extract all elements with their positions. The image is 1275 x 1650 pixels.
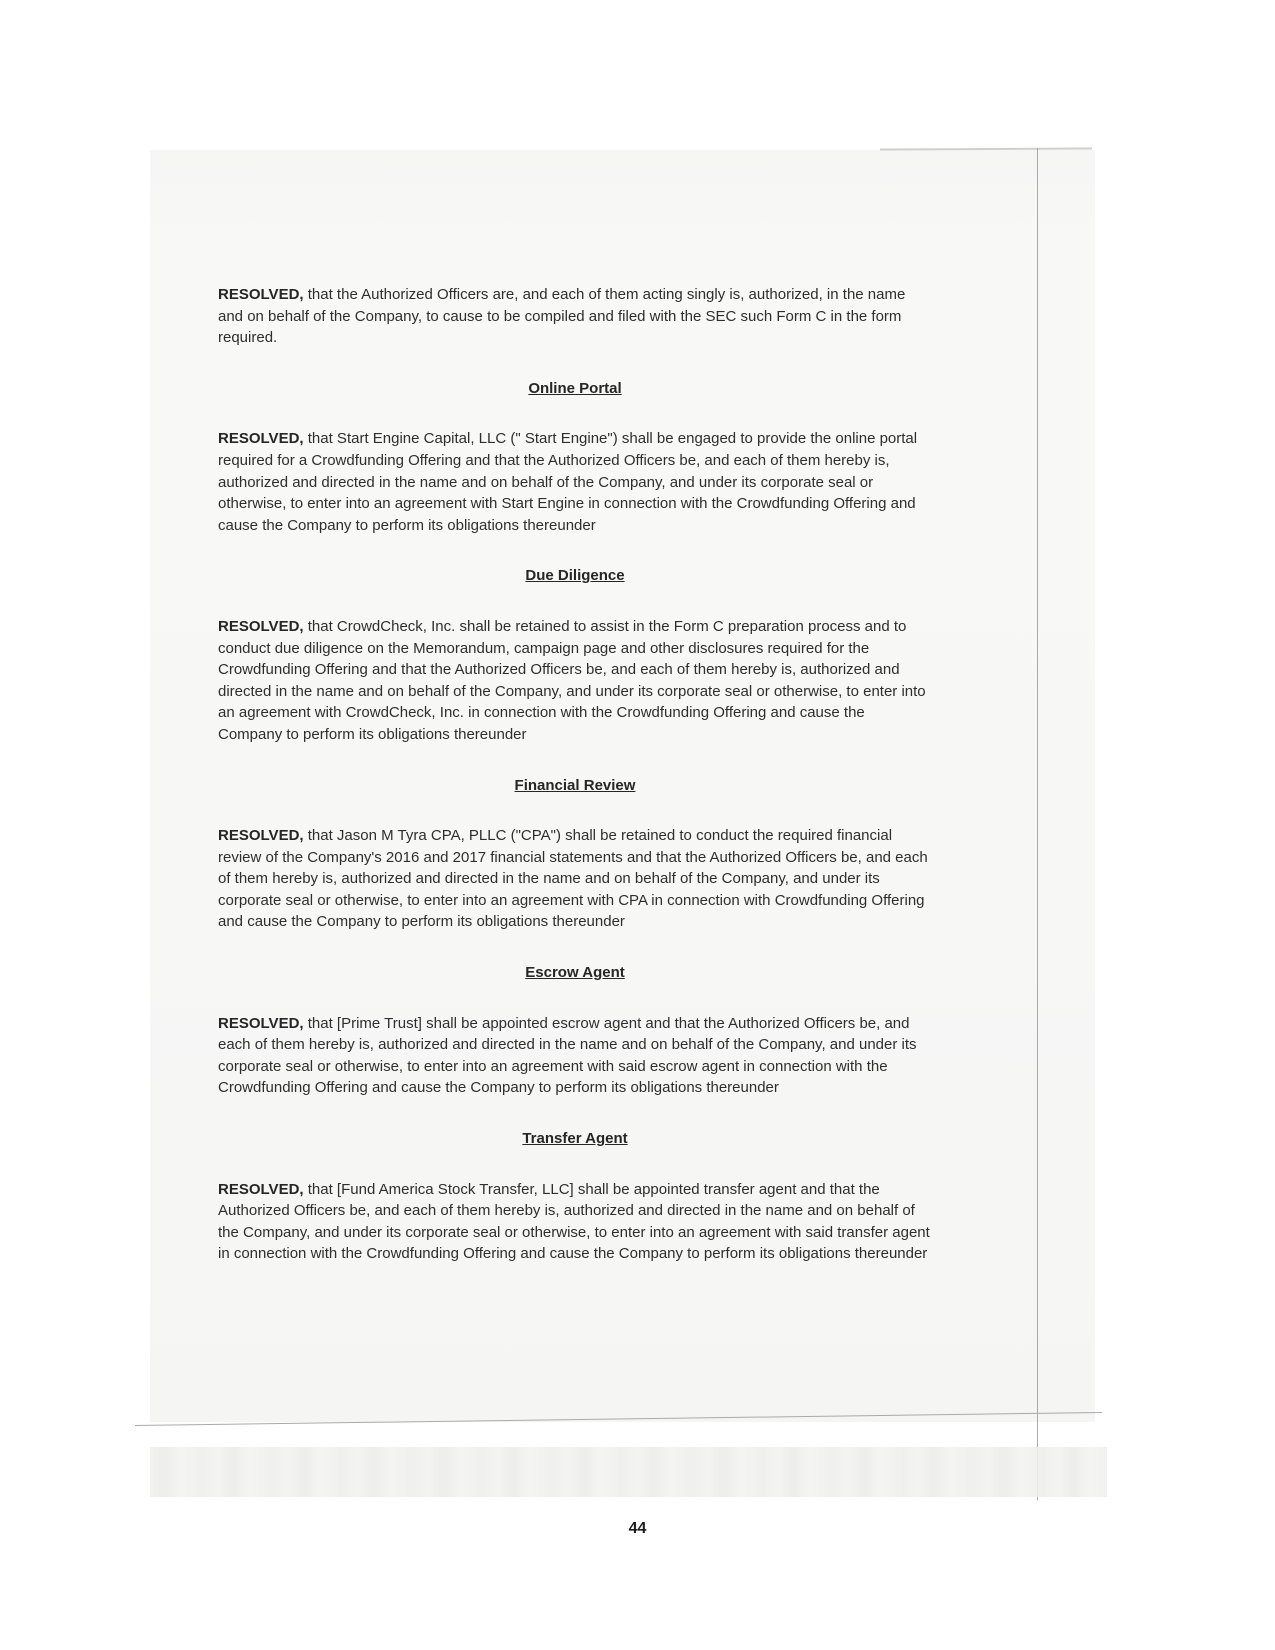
scan-bottom-band-artifact (150, 1447, 1107, 1497)
section-heading-online-portal: Online Portal (528, 379, 622, 397)
page-number: 44 (628, 1520, 647, 1537)
section-heading-escrow-agent: Escrow Agent (525, 964, 625, 982)
document-body (218, 284, 932, 1286)
scan-vertical-line-artifact (1037, 148, 1038, 1500)
resolution-paragraph-transfer-agent (218, 1179, 932, 1265)
resolved-lead: RESOLVED, (218, 1180, 304, 1198)
resolution-text: that [Fund America Stock Transfer, LLC] shall be appointed transfer agent and that the Authorized Officers be, and each of them hereby is, authorized and directed in the name and on behalf of the Company, and under its corporate seal or otherwise, to enter into an agreement with said transfer agent in connection with the Crowdfunding Offering and cause the Company to perform its obligations thereunder (218, 1180, 930, 1263)
resolution-text: that the Authorized Officers are, and each of them acting singly is, authorized, in the name and on behalf of the Company, to cause to be compiled and filed with the SEC such Form C in the form required. (218, 286, 906, 347)
resolution-paragraph-online-portal (218, 428, 932, 536)
resolution-paragraph-escrow-agent (218, 1013, 932, 1099)
section-heading-transfer-agent: Transfer Agent (522, 1130, 628, 1148)
resolution-text: that CrowdCheck, Inc. shall be retained to assist in the Form C preparation process and to conduct due diligence on the Memorandum, campaign page and other disclosures required for the Crowdfunding Offering and that the Authorized Officers be, and each of them hereby is, authorized and directed in the name and on behalf of the Company, and under its corporate seal or otherwise, to enter into an agreement with CrowdCheck, Inc. in connection with the Crowdfunding Offering and cause the Company to perform its obligations thereunder (218, 617, 926, 743)
resolved-lead: RESOLVED, (218, 827, 304, 845)
resolved-lead: RESOLVED, (218, 617, 304, 635)
section-heading-due-diligence: Due Diligence (525, 567, 625, 585)
resolution-paragraph-financial-review (218, 825, 932, 933)
resolution-paragraph-form-c (218, 284, 932, 349)
resolution-text: that [Prime Trust] shall be appointed escrow agent and that the Authorized Officers be, and each of them hereby is, authorized and directed in the name and on behalf of the Company, and under its corporate seal or otherwise, to enter into an agreement with said escrow agent in connection with the Crowdfunding Offering and cause the Company to perform its obligations thereunder (218, 1014, 917, 1097)
section-heading-financial-review: Financial Review (514, 776, 636, 794)
resolution-text: that Jason M Tyra CPA, PLLC ("CPA") shall be retained to conduct the required financial review of the Company's 2016 and 2017 financial statements and that the Authorized Officers be, and each of them hereby is, authorized and directed in the name and on behalf of the Company, and under its corporate seal or otherwise, to enter into an agreement with CPA in connection with Crowdfunding Offering and cause the Company to perform its obligations thereunder (218, 827, 928, 931)
resolved-lead: RESOLVED, (218, 1014, 304, 1032)
resolution-text: that Start Engine Capital, LLC (" Start Engine") shall be engaged to provide the online portal required for a Crowdfunding Offering and that the Authorized Officers be, and each of them hereby is, authorized and directed in the name and on behalf of the Company, and under its corporate seal or otherwise, to enter into an agreement with Start Engine in connection with the Crowdfunding Offering and cause the Company to perform its obligations thereunder (218, 430, 918, 534)
resolution-paragraph-due-diligence (218, 616, 932, 746)
resolved-lead: RESOLVED, (218, 286, 304, 303)
resolved-lead: RESOLVED, (218, 430, 304, 448)
